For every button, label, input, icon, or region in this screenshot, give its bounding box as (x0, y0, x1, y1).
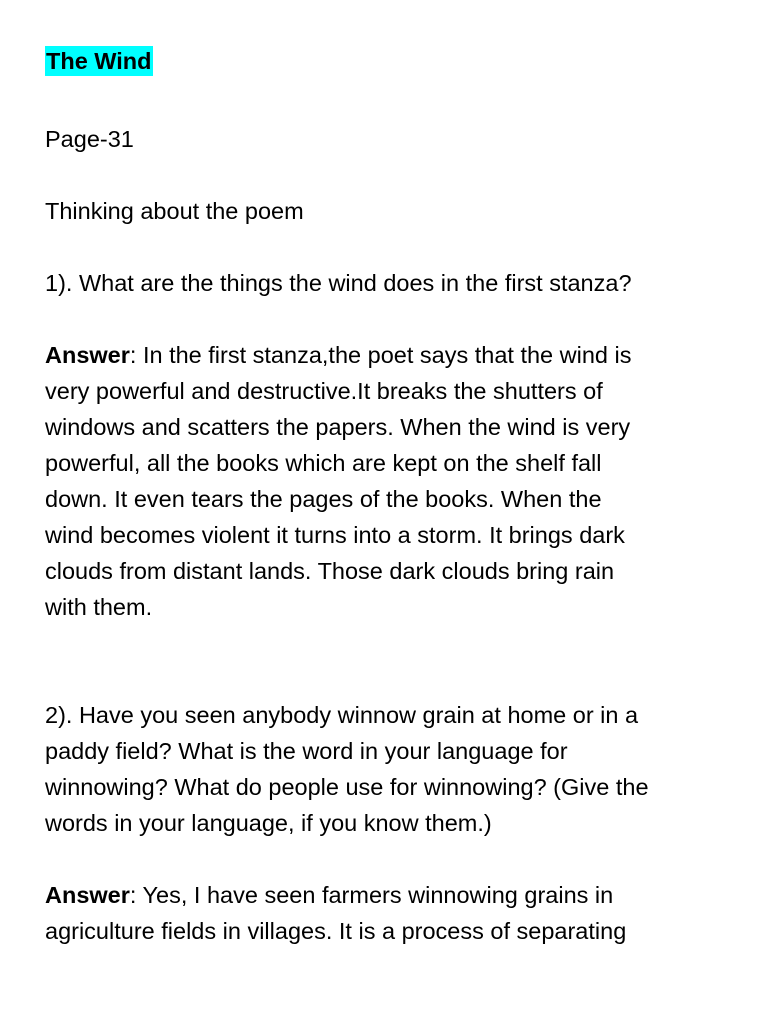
answer-2-text: : Yes, I have seen farmers winnowing grains in (129, 882, 614, 908)
answer-1-text: : In the first stanza,the poet says that the wind is (129, 342, 632, 368)
section-heading: Thinking about the poem (45, 198, 304, 224)
answer-label: Answer (45, 342, 130, 368)
question-2-line: 2). Have you seen anybody winnow grain at home or in a (45, 702, 639, 728)
page-number: Page-31 (45, 126, 134, 152)
answer-1-line (45, 337, 735, 373)
answer-label: Answer (45, 882, 130, 908)
question-1: 1). What are the things the wind does in the first stanza? (45, 270, 632, 296)
answer-1-line: wind becomes violent it turns into a storm. It brings dark (45, 522, 625, 548)
question-2-line: winnowing? What do people use for winnowing? (Give the (45, 774, 649, 800)
question-2 (45, 697, 735, 841)
answer-1-line: down. It even tears the pages of the books. When the (45, 486, 602, 512)
question-2-line: words in your language, if you know them.) (45, 810, 492, 836)
question-2-line: paddy field? What is the word in your language for (45, 738, 568, 764)
answer-1 (45, 337, 735, 625)
answer-2-line (45, 877, 735, 913)
answer-1-line: powerful, all the books which are kept on the shelf fall (45, 450, 602, 476)
answer-1-line: windows and scatters the papers. When the wind is very (45, 414, 631, 440)
answer-1-line: clouds from distant lands. Those dark clouds bring rain (45, 558, 615, 584)
document-page (45, 43, 735, 949)
answer-1-line: very powerful and destructive.It breaks the shutters of (45, 378, 603, 404)
answer-2 (45, 877, 735, 949)
answer-1-line: with them. (45, 594, 153, 620)
title-row (45, 43, 735, 79)
document-title: The Wind (46, 48, 152, 74)
answer-2-line: agriculture fields in villages. It is a process of separating (45, 918, 627, 944)
